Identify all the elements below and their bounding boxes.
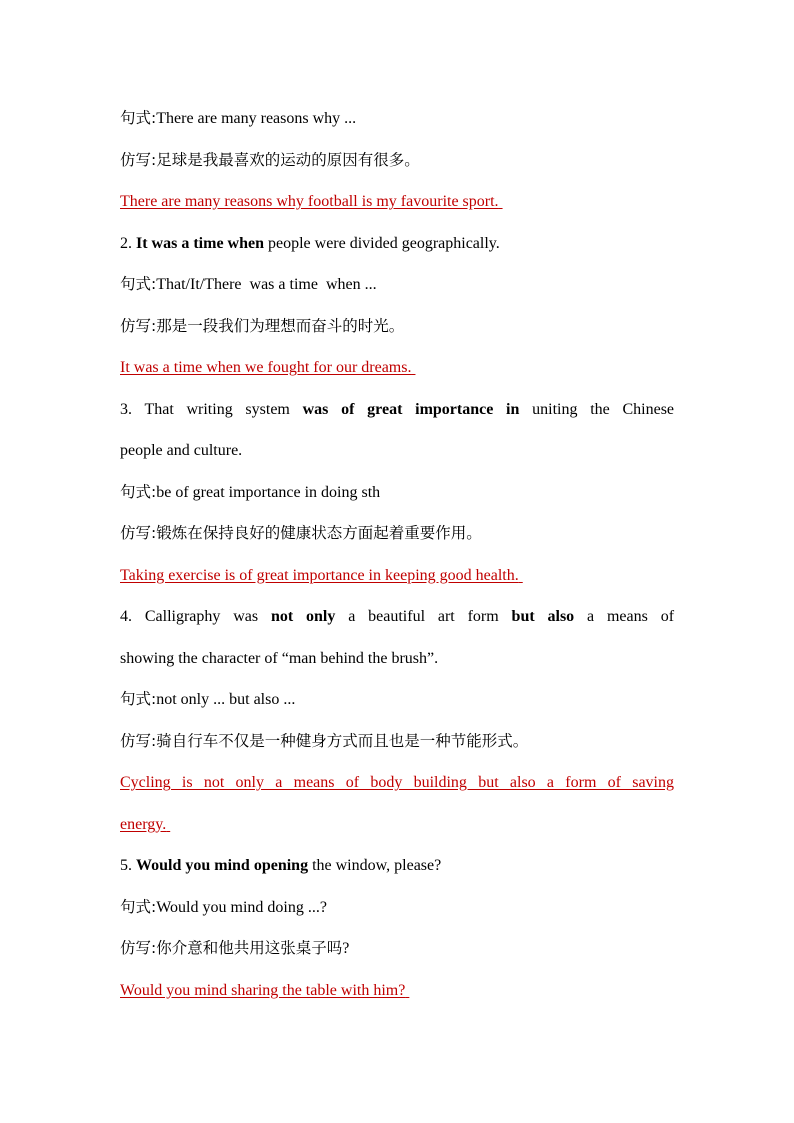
document-page bbox=[120, 98, 674, 1011]
sentence-pre: That writing system bbox=[144, 400, 290, 418]
answer-text: There are many reasons why football is my favourite sport. bbox=[120, 193, 499, 210]
sentence-pre: Calligraphy was bbox=[144, 608, 259, 625]
answer-text-part1: Cycling is not only a means of body building but also a form of saving bbox=[120, 774, 674, 791]
practice-chinese: 那是一段我们为理想而奋斗的时光。 bbox=[156, 316, 405, 335]
sentence-line-3a bbox=[120, 389, 674, 431]
practice-line-5 bbox=[120, 928, 674, 970]
sentence-line-2 bbox=[120, 223, 674, 265]
key-phrase: was of great importance in bbox=[302, 400, 520, 418]
item-number: 4. bbox=[120, 608, 132, 625]
pattern-text: Would you mind doing ...? bbox=[156, 898, 327, 916]
answer-line-5 bbox=[120, 970, 674, 1012]
practice-line-3 bbox=[120, 513, 674, 555]
practice-label: 仿写: bbox=[120, 316, 157, 335]
answer-text-part2: energy. bbox=[120, 815, 167, 833]
pattern-text: There are many reasons why ... bbox=[156, 110, 357, 127]
sentence-post: a means of bbox=[587, 608, 675, 625]
sentence-rest: people were divided geographically. bbox=[268, 234, 500, 252]
pattern-line-3 bbox=[120, 472, 674, 514]
sentence-continuation: people and culture. bbox=[120, 442, 243, 459]
sentence-line-4b bbox=[120, 638, 674, 680]
key-phrase-2: but also bbox=[511, 608, 575, 625]
key-phrase: It was a time when bbox=[136, 234, 264, 252]
sentence-line-5 bbox=[120, 845, 674, 887]
answer-line-2 bbox=[120, 347, 674, 389]
pattern-label: 句式: bbox=[120, 897, 157, 916]
practice-label: 仿写: bbox=[120, 731, 157, 750]
sentence-rest: the window, please? bbox=[312, 857, 442, 874]
answer-line-4a bbox=[120, 762, 674, 804]
pattern-text: That/It/There was a time when ... bbox=[156, 276, 377, 293]
answer-text: Taking exercise is of great importance in keeping good health. bbox=[120, 566, 519, 584]
practice-line-4 bbox=[120, 721, 674, 763]
item-number: 2. bbox=[120, 234, 132, 252]
practice-chinese: 锻炼在保持良好的健康状态方面起着重要作用。 bbox=[156, 524, 482, 542]
pattern-line-4 bbox=[120, 679, 674, 721]
answer-line-4b bbox=[120, 804, 674, 846]
sentence-line-4a bbox=[120, 596, 674, 638]
pattern-line-5 bbox=[120, 887, 674, 929]
answer-text: Would you mind sharing the table with him? bbox=[120, 981, 406, 999]
key-phrase: Would you mind opening bbox=[136, 857, 309, 874]
practice-chinese: 足球是我最喜欢的运动的原因有很多。 bbox=[156, 150, 420, 169]
answer-line-3 bbox=[120, 555, 674, 597]
answer-line-1 bbox=[120, 181, 674, 223]
sentence-continuation: showing the character of “man behind the brush”. bbox=[120, 649, 439, 667]
pattern-line-1 bbox=[120, 98, 674, 140]
practice-line-2 bbox=[120, 306, 674, 348]
pattern-text: not only ... but also ... bbox=[156, 691, 296, 708]
practice-line-1 bbox=[120, 140, 674, 182]
pattern-text: be of great importance in doing sth bbox=[156, 483, 381, 501]
sentence-mid: a beautiful art form bbox=[348, 608, 499, 625]
practice-label: 仿写: bbox=[120, 150, 157, 169]
pattern-label: 句式: bbox=[120, 690, 157, 708]
answer-text: It was a time when we fought for our dreams. bbox=[120, 359, 412, 376]
practice-label: 仿写: bbox=[120, 524, 157, 542]
item-number: 5. bbox=[120, 857, 132, 874]
pattern-label: 句式: bbox=[120, 275, 157, 293]
key-phrase-1: not only bbox=[270, 608, 336, 625]
practice-chinese: 骑自行车不仅是一种健身方式而且也是一种节能形式。 bbox=[156, 731, 529, 750]
pattern-label: 句式: bbox=[120, 109, 157, 127]
pattern-label: 句式: bbox=[120, 482, 157, 501]
practice-chinese: 你介意和他共用这张桌子吗 bbox=[156, 939, 343, 957]
practice-label: 仿写: bbox=[120, 939, 157, 957]
practice-question-mark: ? bbox=[342, 940, 350, 957]
pattern-line-2 bbox=[120, 264, 674, 306]
sentence-post: uniting the Chinese bbox=[532, 400, 675, 418]
sentence-line-3b bbox=[120, 430, 674, 472]
item-number: 3. bbox=[120, 400, 132, 418]
